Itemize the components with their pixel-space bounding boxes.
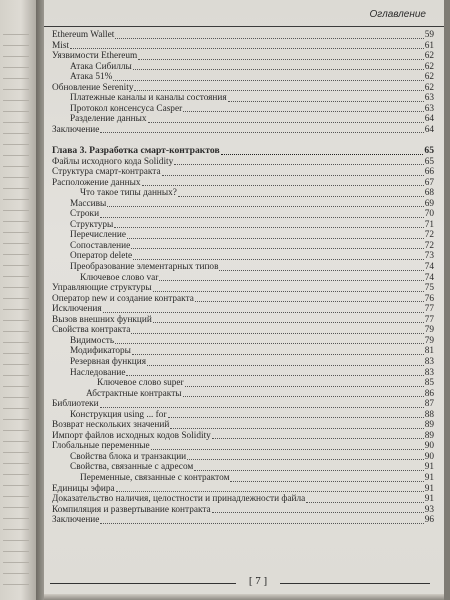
dot-leader <box>212 438 424 439</box>
toc-entry <box>52 51 434 62</box>
dot-leader <box>131 333 423 334</box>
facing-page-line <box>3 298 29 299</box>
dot-leader <box>153 291 424 292</box>
toc-entry-title: Атака 51% <box>70 72 113 83</box>
dot-leader <box>132 354 424 355</box>
dot-leader <box>183 111 424 112</box>
toc-entry-title: Свойства, связанные с адресом <box>70 462 194 473</box>
dot-leader <box>133 69 424 70</box>
toc-entry-title: Платежные каналы и каналы состояния <box>70 93 227 104</box>
facing-page-line <box>3 188 29 189</box>
toc-entry-title: Свойства контракта <box>52 325 131 336</box>
toc-entry-title: Заключение <box>52 124 100 135</box>
dot-leader <box>116 491 424 492</box>
facing-page-line <box>3 276 29 277</box>
toc-entry <box>52 368 434 379</box>
facing-page-line <box>3 331 29 332</box>
dot-leader <box>170 428 423 429</box>
table-of-contents <box>52 30 434 526</box>
toc-entry-page: 91 <box>424 462 434 473</box>
toc-entry-page: 65 <box>424 145 434 157</box>
dot-leader <box>138 59 423 60</box>
dot-leader <box>100 407 424 408</box>
facing-page-line <box>3 78 29 79</box>
facing-page-line <box>3 397 29 398</box>
toc-entry-title: Перечисление <box>70 230 127 241</box>
header-title: Оглавление <box>369 9 426 20</box>
facing-page-line <box>3 386 29 387</box>
dot-leader <box>230 481 423 482</box>
toc-entry-page: 90 <box>424 451 434 462</box>
toc-entry <box>52 473 434 484</box>
facing-page-line <box>3 309 29 310</box>
toc-entry-page: 88 <box>424 409 434 420</box>
toc-entry-page: 76 <box>424 293 434 304</box>
toc-entry-page: 65 <box>424 156 434 167</box>
facing-page-line <box>3 441 29 442</box>
toc-entry <box>52 209 434 220</box>
toc-entry-title: Структура смарт-контракта <box>52 167 161 178</box>
dot-leader <box>221 154 424 155</box>
facing-page-line <box>3 287 29 288</box>
dot-leader <box>151 449 424 450</box>
toc-entry-title: Протокол консенсуса Casper <box>70 103 183 114</box>
toc-entry-page: 75 <box>424 283 434 294</box>
dot-leader <box>100 523 423 524</box>
toc-entry-title: Строки <box>70 209 100 220</box>
facing-page-line <box>3 210 29 211</box>
toc-entry <box>52 494 434 505</box>
facing-page-line <box>3 254 29 255</box>
facing-page-line <box>3 89 29 90</box>
toc-entry-page: 86 <box>424 388 434 399</box>
toc-entry-title: Резервная функция <box>70 356 146 367</box>
toc-entry-page: 62 <box>424 61 434 72</box>
toc-entry-page: 89 <box>424 420 434 431</box>
footer-rule-right <box>280 583 430 584</box>
dot-leader <box>148 122 424 123</box>
dot-leader <box>212 512 424 513</box>
toc-entry <box>52 157 434 168</box>
toc-entry <box>52 325 434 336</box>
dot-leader <box>147 365 424 366</box>
facing-page-line <box>3 34 29 35</box>
toc-entry-page: 62 <box>424 72 434 83</box>
toc-entry <box>52 505 434 516</box>
facing-page-line <box>3 155 29 156</box>
facing-page-line <box>3 243 29 244</box>
dot-leader <box>306 502 423 503</box>
dot-leader <box>153 322 424 323</box>
facing-page-line <box>3 199 29 200</box>
dot-leader <box>70 48 424 49</box>
toc-entry <box>52 30 434 41</box>
dot-leader <box>127 238 424 239</box>
toc-entry-page: 62 <box>424 82 434 93</box>
dot-leader <box>100 217 424 218</box>
page-header <box>44 0 444 27</box>
dot-leader <box>178 196 424 197</box>
toc-entry-title: Уязвимости Ethereum <box>52 51 138 62</box>
toc-entry-page: 89 <box>424 430 434 441</box>
facing-page-line <box>3 408 29 409</box>
facing-page-line <box>3 518 29 519</box>
toc-entry-page: 79 <box>424 335 434 346</box>
toc-entry-title: Исключения <box>52 304 102 315</box>
toc-entry <box>52 378 434 389</box>
toc-entry-page: 68 <box>424 188 434 199</box>
toc-entry <box>52 251 434 262</box>
dot-leader <box>162 175 424 176</box>
dot-leader <box>185 386 424 387</box>
toc-entry <box>52 304 434 315</box>
facing-page-line <box>3 122 29 123</box>
facing-page-line <box>3 56 29 57</box>
toc-entry-page: 72 <box>424 230 434 241</box>
facing-page-line <box>3 474 29 475</box>
toc-entry <box>52 62 434 73</box>
facing-page-line <box>3 144 29 145</box>
toc-entry-title: Конструкция using ... for <box>70 409 167 420</box>
dot-leader <box>228 101 424 102</box>
toc-entry <box>52 399 434 410</box>
toc-entry <box>52 83 434 94</box>
facing-page-line <box>3 551 29 552</box>
dot-leader <box>194 470 423 471</box>
facing-page-line <box>3 320 29 321</box>
toc-entry-title: Сопоставление <box>70 240 131 251</box>
facing-page-line <box>3 342 29 343</box>
toc-entry-title: Преобразование элементарных типов <box>70 262 219 273</box>
facing-page-line <box>3 496 29 497</box>
toc-entry-title: Разделение данных <box>70 114 147 125</box>
page-bottom-edge <box>44 594 444 600</box>
facing-page-line <box>3 100 29 101</box>
toc-entry <box>52 262 434 273</box>
facing-page-line <box>3 177 29 178</box>
toc-entry-title: Ethereum Wallet <box>52 30 115 40</box>
facing-page-line <box>3 265 29 266</box>
toc-entry <box>52 283 434 294</box>
toc-entry-title: Заключение <box>52 515 100 526</box>
page-number: [ 7 ] <box>248 575 268 587</box>
toc-entry-title: Ключевое слово var <box>80 272 159 283</box>
toc-entry-title: Доказательство наличия, целостности и принадлежности файла <box>52 494 306 505</box>
facing-page-line <box>3 364 29 365</box>
dot-leader <box>174 164 423 165</box>
toc-entry-title: Импорт файлов исходных кодов Solidity <box>52 430 211 441</box>
dot-leader <box>159 280 423 281</box>
toc-entry <box>52 104 434 115</box>
toc-entry-page: 69 <box>424 198 434 209</box>
toc-entry <box>52 315 434 326</box>
toc-entry <box>52 431 434 442</box>
toc-entry-page: 63 <box>424 93 434 104</box>
toc-entry-title: Библиотеки <box>52 399 99 410</box>
toc-entry-page: 71 <box>424 219 434 230</box>
toc-entry-title: Наследование <box>70 367 126 378</box>
toc-entry-page: 61 <box>424 40 434 51</box>
toc-page <box>44 0 444 600</box>
facing-page-line <box>3 584 29 585</box>
toc-entry-title: Что такое типы данных? <box>80 188 177 199</box>
toc-entry <box>52 389 434 400</box>
toc-entry-page: 87 <box>424 399 434 410</box>
toc-entry-title: Расположение данных <box>52 177 141 188</box>
dot-leader <box>115 38 423 39</box>
toc-entry <box>52 452 434 463</box>
toc-entry-title: Структуры <box>70 219 114 230</box>
facing-page-line <box>3 166 29 167</box>
toc-entry-title: Абстрактные контракты <box>86 388 182 399</box>
toc-entry <box>52 188 434 199</box>
toc-entry <box>52 346 434 357</box>
facing-page-line <box>3 507 29 508</box>
facing-page-line <box>3 232 29 233</box>
dot-leader <box>114 227 423 228</box>
dot-leader <box>195 301 424 302</box>
dot-leader <box>115 343 424 344</box>
toc-entry-title: Единицы эфира <box>52 483 115 494</box>
toc-entry <box>52 146 434 157</box>
toc-entry <box>52 125 434 136</box>
toc-entry-page: 66 <box>424 167 434 178</box>
toc-entry-title: Глава 3. Разработка смарт-контрактов <box>52 145 220 157</box>
toc-entry-page: 93 <box>424 504 434 515</box>
toc-entry-title: Вызов внешних функций <box>52 314 152 325</box>
dot-leader <box>100 132 423 133</box>
toc-entry-title: Компиляция и развертывание контракта <box>52 504 211 515</box>
toc-entry-page: 91 <box>424 494 434 505</box>
facing-page-line <box>3 430 29 431</box>
dot-leader <box>134 90 423 91</box>
dot-leader <box>219 270 423 271</box>
facing-page-line <box>3 540 29 541</box>
toc-entry-title: Переменные, связанные с контрактом <box>80 472 230 483</box>
toc-entry-page: 81 <box>424 346 434 357</box>
toc-entry <box>52 441 434 452</box>
facing-page-line <box>3 419 29 420</box>
toc-entry-page: 96 <box>424 515 434 526</box>
toc-entry-page: 74 <box>424 272 434 283</box>
toc-entry-page: 90 <box>424 441 434 452</box>
toc-entry-page: 72 <box>424 240 434 251</box>
toc-entry <box>52 230 434 241</box>
toc-entry-title: Обновление Serenity <box>52 82 134 93</box>
toc-entry-page: 83 <box>424 356 434 367</box>
toc-entry <box>52 241 434 252</box>
toc-entry-title: Управляющие структуры <box>52 283 152 294</box>
toc-entry-title: Файлы исходного кода Solidity <box>52 156 174 167</box>
toc-entry <box>52 484 434 495</box>
dot-leader <box>131 248 423 249</box>
toc-entry <box>52 114 434 125</box>
facing-page-line <box>3 45 29 46</box>
facing-page-line <box>3 133 29 134</box>
toc-entry <box>52 167 434 178</box>
facing-page-line <box>3 221 29 222</box>
toc-entry-title: Ключевое слово super <box>97 378 184 389</box>
toc-entry <box>52 462 434 473</box>
toc-entry-title: Свойства блока и транзакции <box>70 451 187 462</box>
toc-entry-title: Возврат нескольких значений <box>52 420 170 431</box>
toc-entry <box>52 410 434 421</box>
facing-page-line <box>3 573 29 574</box>
toc-entry-page: 77 <box>424 314 434 325</box>
dot-leader <box>183 396 424 397</box>
toc-entry-page: 70 <box>424 209 434 220</box>
toc-entry-title: Видимость <box>70 335 115 346</box>
toc-entry <box>52 515 434 526</box>
toc-entry <box>52 178 434 189</box>
toc-entry-page: 64 <box>424 114 434 125</box>
toc-entry <box>52 199 434 210</box>
toc-entry-page: 91 <box>424 483 434 494</box>
facing-page-line <box>3 111 29 112</box>
toc-entry-title: Массивы <box>70 198 107 209</box>
facing-page-line <box>3 463 29 464</box>
toc-entry-page: 83 <box>424 367 434 378</box>
toc-entry-title: Атака Сибиллы <box>70 61 132 72</box>
dot-leader <box>107 206 423 207</box>
dot-leader <box>168 417 424 418</box>
dot-leader <box>113 80 423 81</box>
dot-leader <box>187 459 424 460</box>
toc-entry-page: 64 <box>424 124 434 135</box>
toc-entry <box>52 93 434 104</box>
toc-entry-title: Оператор new и создание контракта <box>52 293 194 304</box>
toc-entry-page: 77 <box>424 304 434 315</box>
toc-entry-page: 67 <box>424 177 434 188</box>
toc-entry-page: 91 <box>424 472 434 483</box>
facing-page-line <box>3 67 29 68</box>
dot-leader <box>103 312 424 313</box>
toc-entry-page: 63 <box>424 103 434 114</box>
facing-page-line <box>3 452 29 453</box>
facing-page-line <box>3 529 29 530</box>
previous-page-edge <box>0 0 38 600</box>
toc-entry-page: 62 <box>424 51 434 62</box>
toc-entry-title: Mist <box>52 40 70 51</box>
toc-entry <box>52 41 434 52</box>
toc-entry-page: 59 <box>424 30 434 40</box>
page-footer <box>44 575 444 589</box>
toc-entry-title: Модификаторы <box>70 346 131 357</box>
toc-entry-title: Глобальные переменные <box>52 441 150 452</box>
toc-entry <box>52 357 434 368</box>
dot-leader <box>142 185 424 186</box>
toc-entry <box>52 336 434 347</box>
facing-page-line <box>3 353 29 354</box>
toc-entry-page: 85 <box>424 378 434 389</box>
facing-page-line <box>3 485 29 486</box>
toc-entry-page: 79 <box>424 325 434 336</box>
toc-entry <box>52 273 434 284</box>
facing-page-line <box>3 375 29 376</box>
dot-leader <box>133 259 424 260</box>
toc-entry-page: 73 <box>424 251 434 262</box>
dot-leader <box>126 375 423 376</box>
toc-entry <box>52 420 434 431</box>
toc-entry <box>52 220 434 231</box>
facing-page-line <box>3 562 29 563</box>
toc-entry-title: Оператор delete <box>70 251 133 262</box>
toc-entry <box>52 294 434 305</box>
toc-entry-page: 74 <box>424 262 434 273</box>
footer-rule-left <box>50 583 236 584</box>
toc-entry <box>52 72 434 83</box>
